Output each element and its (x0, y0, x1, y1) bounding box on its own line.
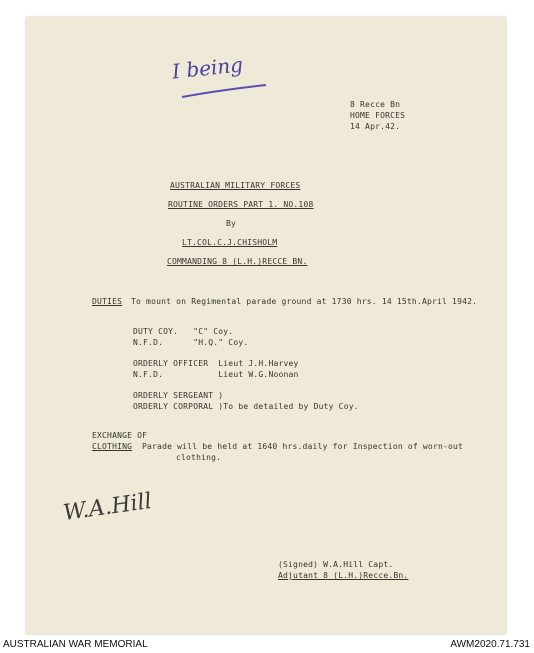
clothing-text-1: Parade will be held at 1640 hrs.daily for Inspection of worn-out (142, 442, 464, 451)
footer-institution: AUSTRALIAN WAR MEMORIAL (3, 639, 148, 650)
unit-line-2: HOME FORCES (350, 111, 406, 120)
handwritten-signature: W.A.Hill (61, 488, 154, 527)
clothing-label-1: EXCHANGE OF (92, 431, 148, 440)
header-commander: LT.COL.C.J.CHISHOLM (182, 238, 278, 247)
header-forces: AUSTRALIAN MILITARY FORCES (170, 181, 301, 190)
signed-line-2: Adjutant 8 (L.H.)Recce.Bn. (278, 571, 409, 580)
duty-coy: DUTY COY. "C" Coy. (133, 327, 234, 336)
handwritten-note: I being (170, 52, 245, 84)
orderly-corporal: ORDERLY CORPORAL )To be detailed by Duty Coy. (133, 402, 359, 411)
signed-line-1: (Signed) W.A.Hill Capt. (278, 560, 394, 569)
header-commanding: COMMANDING 8 (L.H.)RECCE BN. (167, 257, 308, 266)
duties-text: To mount on Regimental parade ground at 1730 hrs. 14 15th.April 1942. (131, 297, 478, 306)
orderly-officer: ORDERLY OFFICER Lieut J.H.Harvey (133, 359, 299, 368)
orderly-sergeant: ORDERLY SERGEANT ) (133, 391, 224, 400)
unit-line-1: 8 Recce Bn (350, 100, 401, 109)
pencil-underline (180, 82, 270, 102)
unit-line-3: 14 Apr.42. (350, 122, 401, 131)
clothing-label-2: CLOTHING (92, 442, 133, 451)
header-by: By (226, 219, 237, 228)
clothing-text-2: clothing. (176, 453, 222, 462)
document-page (26, 17, 506, 634)
orderly-officer-nfd: N.F.D. Lieut W.G.Noonan (133, 370, 299, 379)
duties-label: DUTIES (92, 297, 123, 306)
header-orders: ROUTINE ORDERS PART 1. NO.108 (168, 200, 314, 209)
footer-accession: AWM2020.71.731 (450, 639, 530, 650)
duty-nfd: N.F.D. "H.Q." Coy. (133, 338, 249, 347)
